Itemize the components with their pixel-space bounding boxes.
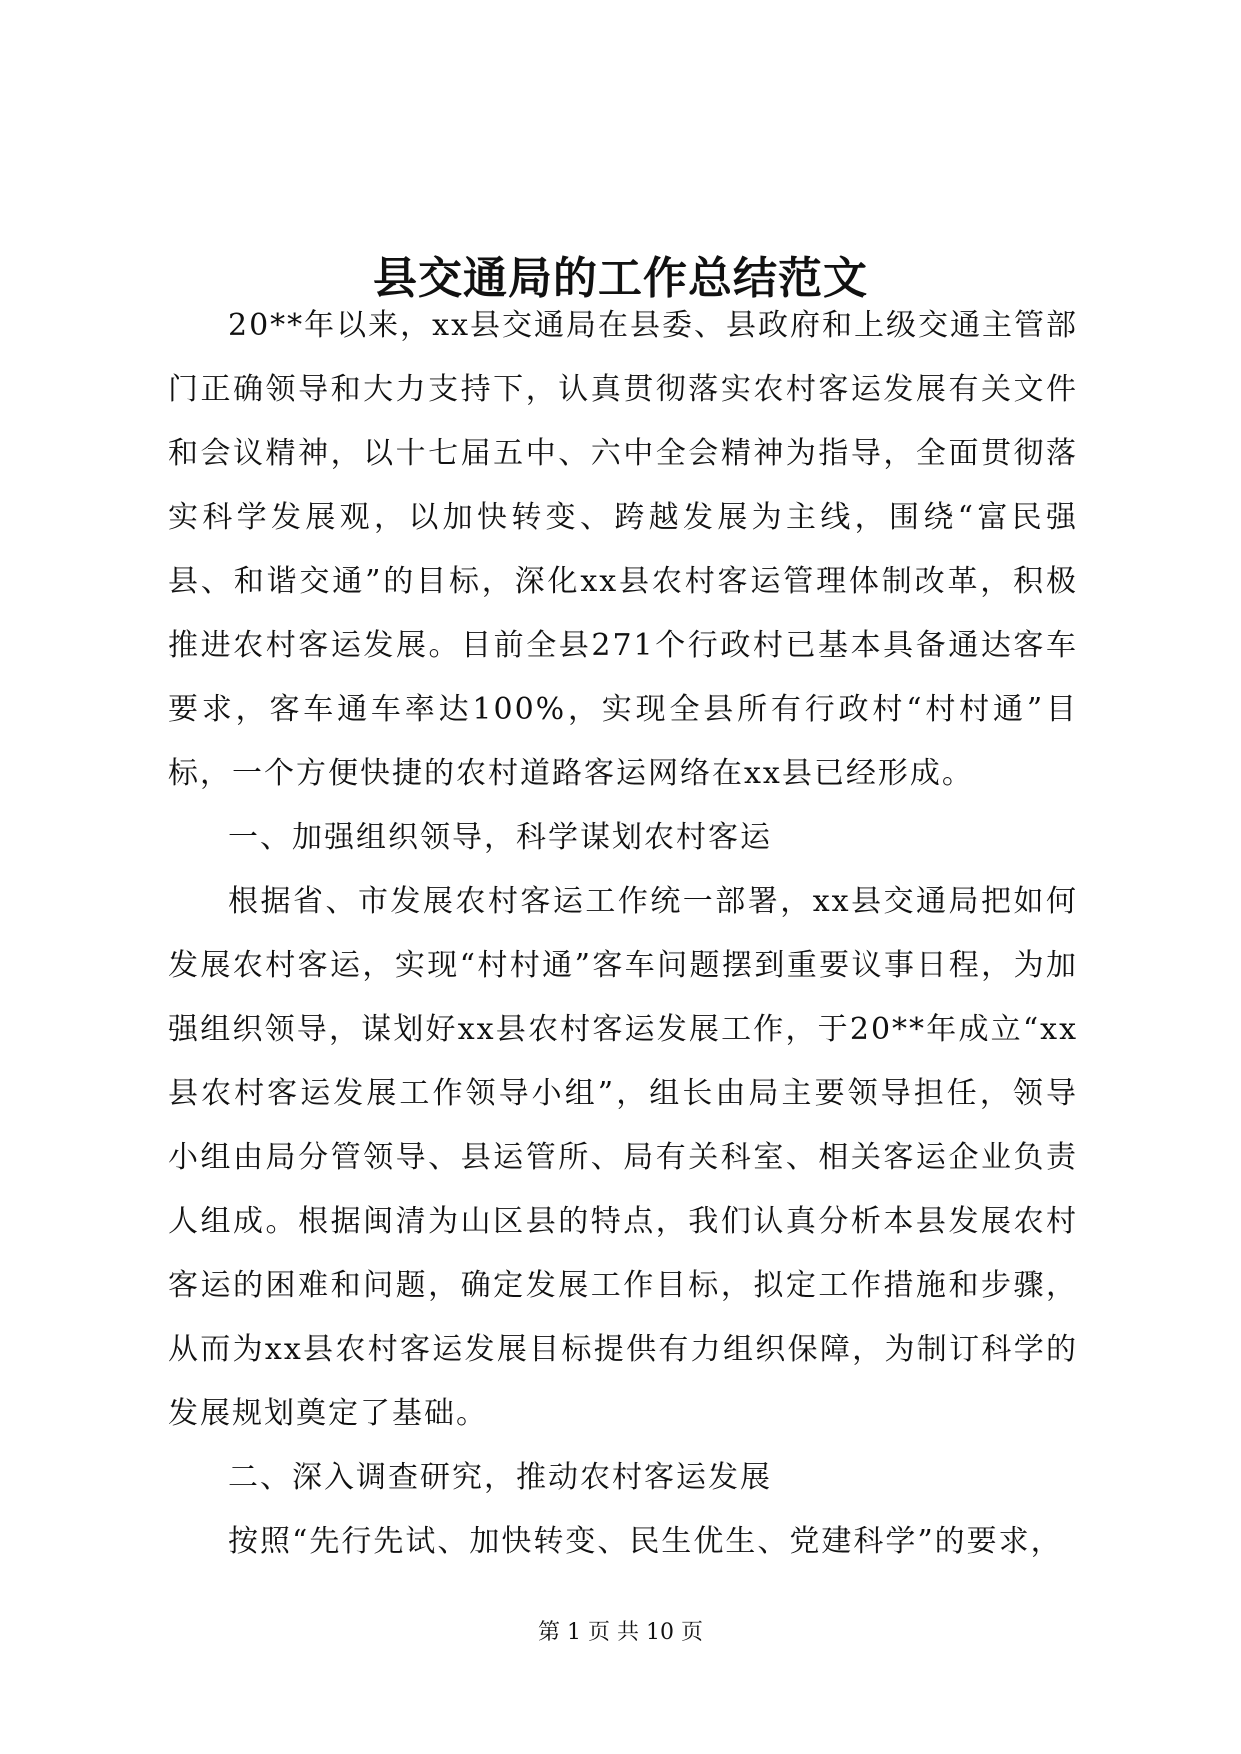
document-title: 县交通局的工作总结范文 — [373, 253, 868, 305]
section-heading-2: 二、深入调查研究，推动农村客运发展 — [228, 1460, 772, 1495]
section-heading-1: 一、加强组织领导，科学谋划农村客运 — [228, 820, 772, 855]
page-number-footer: 第 1 页 共 10 页 — [538, 1620, 703, 1645]
document-body — [168, 294, 1078, 1574]
paragraph-section-2: 按照“先行先试、加快转变、民生优生、党建科学”的要求， — [228, 1524, 1063, 1559]
paragraph-intro: 20**年以来，xx县交通局在县委、县政府和上级交通主管部门正确领导和大力支持下，认真贯彻落实农村客运发展有关文件和会议精神，以十七届五中、六中全会精神为指导，全面贯彻落实科学发展观，以加快转变、跨越发展为主线，围绕“富民强县、和谐交通”的目标，深化xx县农村客运管理体制改革，积极推进农村客运发展。目前全县271个行政村已基本具备通达客车要求，客车通车率达100%，实现全县所有行政村“村村通”目标，一个方便快捷的农村道路客运网络在xx县已经形成。 — [168, 308, 1079, 791]
paragraph-section-1: 根据省、市发展农村客运工作统一部署，xx县交通局把如何发展农村客运，实现“村村通”客车问题摆到重要议事日程，为加强组织领导，谋划好xx县农村客运发展工作，于20**年成立“xx县农村客运发展工作领导小组”，组长由局主要领导担任，领导小组由局分管领导、县运管所、局有关科室、相关客运企业负责人组成。根据闽清为山区县的特点，我们认真分析本县发展农村客运的困难和问题，确定发展工作目标，拟定工作措施和步骤，从而为xx县农村客运发展目标提供有力组织保障，为制订科学的发展规划奠定了基础。 — [168, 884, 1078, 1431]
